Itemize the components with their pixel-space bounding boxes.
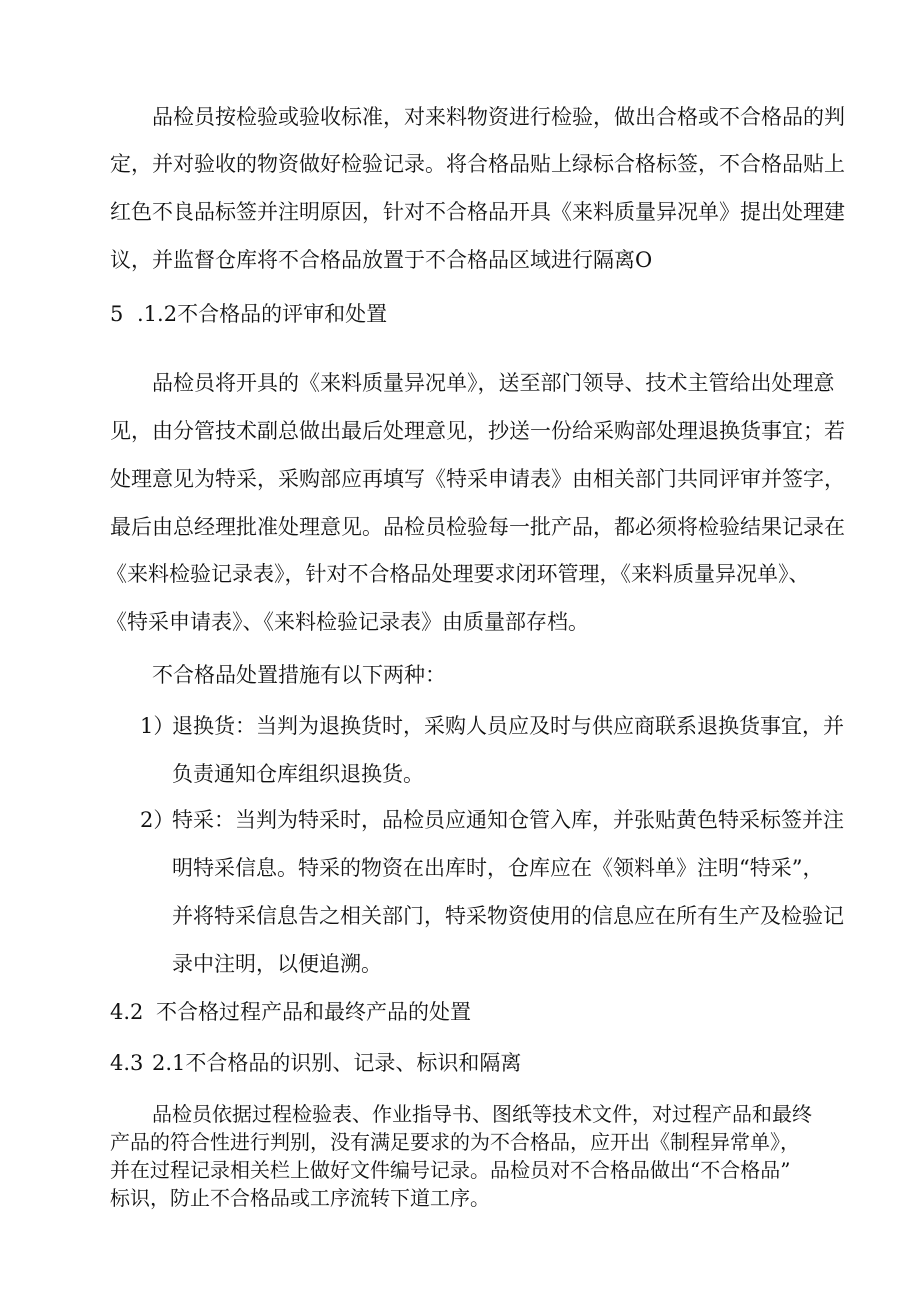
text-line: 特采：当判为特采时，品检员应通知仓管入库，并张贴黄色特采标签并注: [172, 808, 844, 832]
measures-intro: 不合格品处置措施有以下两种：: [152, 663, 446, 687]
text-line: 见，由分管技术副总做出最后处理意见，抄送一份给采购部处理退换货事宜；若: [110, 419, 845, 443]
text-line: 处理意见为特采，采购部应再填写《特采申请表》由相关部门共同评审并签字，: [110, 467, 845, 491]
section-title: 2.1不合格品的识别、记录、标识和隔离: [152, 1051, 522, 1075]
text-line: 《来料检验记录表》，针对不合格品处理要求闭环管理，《来料质量异况单》、: [106, 562, 810, 586]
section-number: 5: [110, 302, 124, 326]
section-number: 4.2: [110, 1000, 144, 1024]
text-line: 品检员按检验或验收标准，对来料物资进行检验，做出合格或不合格品的判: [152, 105, 845, 129]
list-marker: 2）: [140, 808, 175, 832]
text-line: 最后由总经理批准处理意见。品检员检验每一批产品，都必须将检验结果记录在: [110, 515, 845, 539]
text-line: 退换货：当判为退换货时，采购人员应及时与供应商联系退换货事宜，并: [172, 714, 844, 738]
text-line: 标识，防止不合格品或工序流转下道工序。: [110, 1186, 490, 1210]
text-line: 产品的符合性进行判别，没有满足要求的为不合格品，应开出《制程异常单》，: [110, 1130, 800, 1154]
text-line: 品检员依据过程检验表、作业指导书、图纸等技术文件，对过程产品和最终: [152, 1102, 812, 1126]
text-line: 定，并对验收的物资做好检验记录。将合格品贴上绿标合格标签，不合格品贴上: [110, 152, 845, 176]
text-line: 负责通知仓库组织退换货。: [172, 762, 424, 786]
text-line: 议，并监督仓库将不合格品放置于不合格品区域进行隔离O: [110, 248, 653, 272]
text-line: 录中注明，以便追溯。: [172, 952, 382, 976]
text-line: 明特采信息。特采的物资在出库时，仓库应在《领料单》注明“特采”，: [172, 856, 824, 880]
text-line: 《特采申请表》、《来料检验记录表》由质量部存档。: [106, 610, 589, 634]
text-line: 品检员将开具的《来料质量异况单》，送至部门领导、技术主管给出处理意: [152, 371, 835, 395]
section-title: .1.2不合格品的评审和处置: [137, 302, 388, 326]
text-line: 并将特采信息告之相关部门，特采物资使用的信息应在所有生产及检验记: [172, 904, 844, 928]
section-number: 4.3: [110, 1051, 144, 1075]
list-marker: 1）: [140, 714, 175, 738]
text-line: 红色不良品标签并注明原因，针对不合格品开具《来料质量异况单》提出处理建: [110, 200, 845, 224]
text-line: 并在过程记录相关栏上做好文件编号记录。品检员对不合格品做出“不合格品”: [110, 1158, 791, 1182]
section-title: 不合格过程产品和最终产品的处置: [156, 1000, 471, 1024]
